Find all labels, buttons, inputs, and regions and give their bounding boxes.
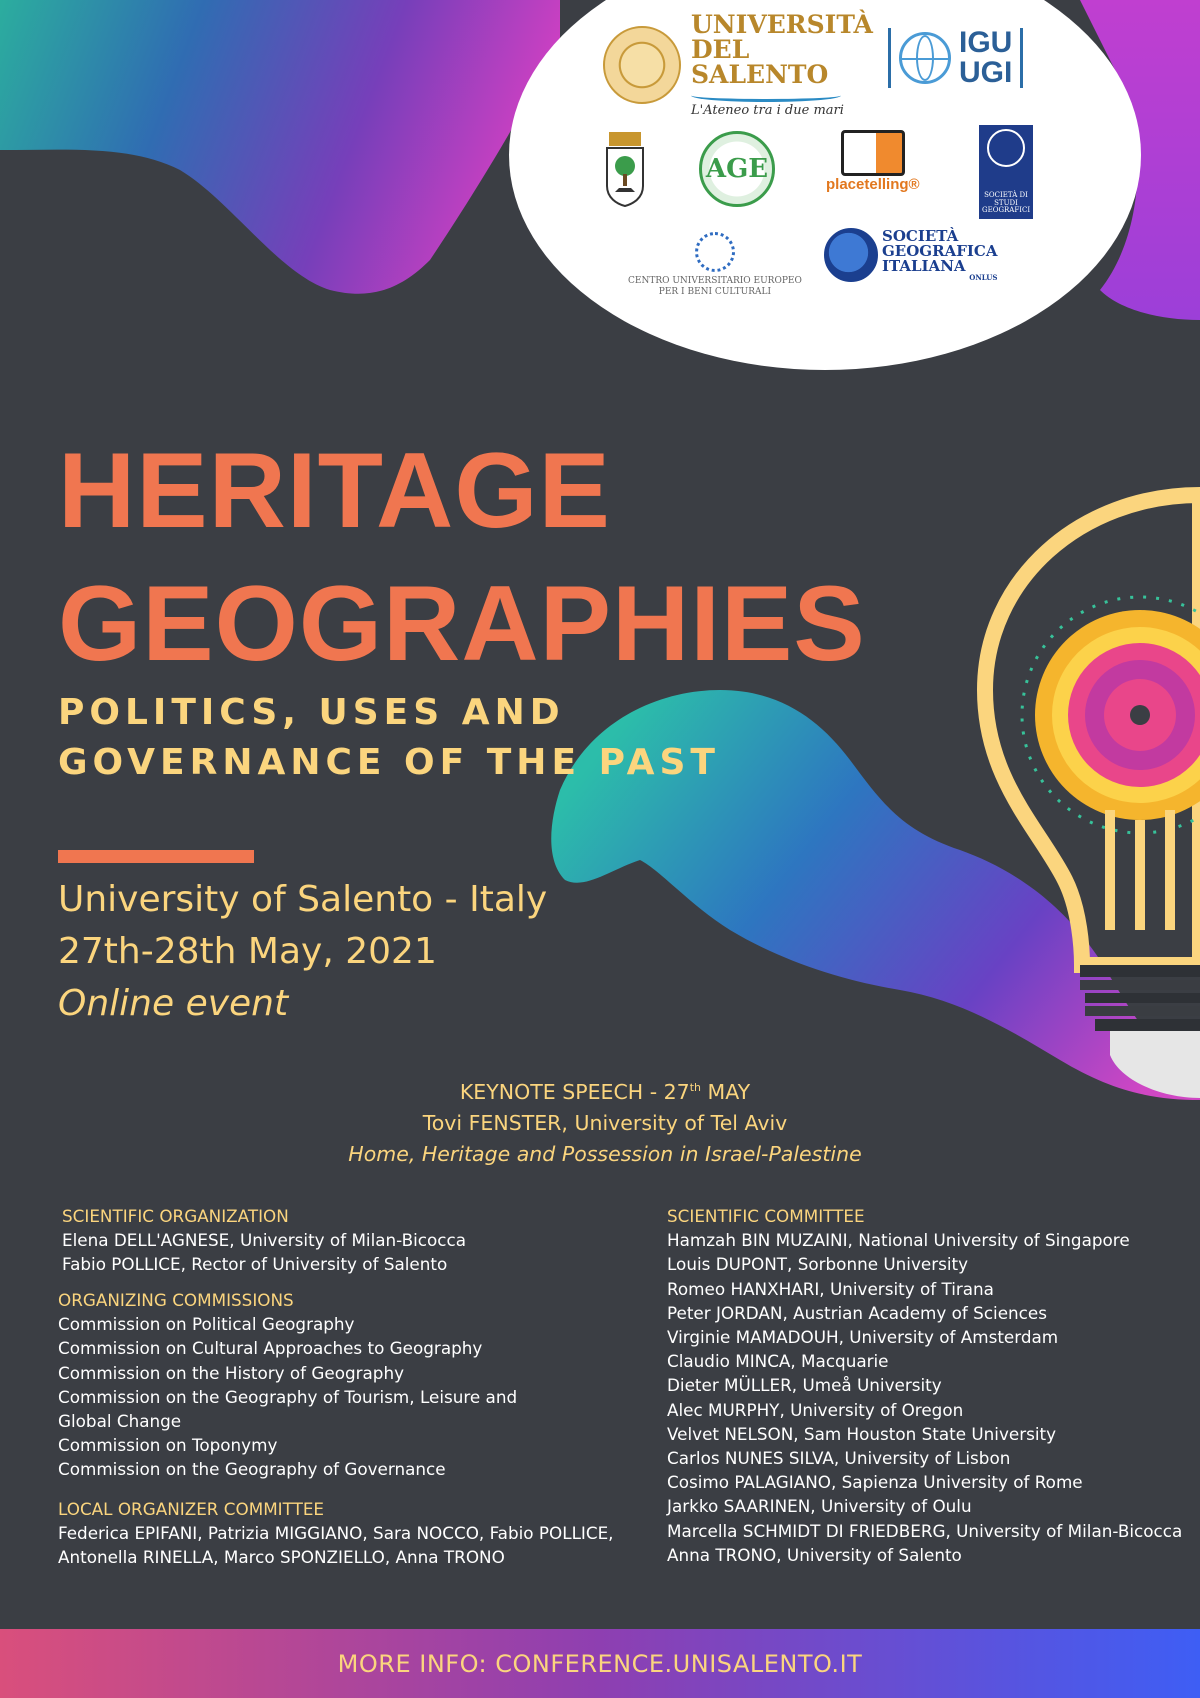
event-title bbox=[58, 424, 866, 690]
list-item: Federica EPIFANI, Patrizia MIGGIANO, Sara NOCCO, Fabio POLLICE, bbox=[58, 1523, 614, 1544]
cueb-line-1: CENTRO UNIVERSITARIO EUROPEO bbox=[628, 276, 802, 286]
list-item: Velvet NELSON, Sam Houston State University bbox=[667, 1423, 1057, 1444]
sgi-line-3: ITALIANA bbox=[882, 257, 966, 275]
sgi-line-2: GEOGRAFICA bbox=[882, 242, 998, 260]
ring-icon bbox=[987, 129, 1025, 167]
list-item: Louis DUPONT, Sorbonne University bbox=[667, 1254, 969, 1275]
keynote-heading bbox=[0, 1072, 1200, 1108]
sgi-onlus: ONLUS bbox=[969, 273, 998, 282]
list-item: Commission on the Geography of Governance bbox=[58, 1459, 446, 1480]
municipal-crest-logo bbox=[603, 130, 647, 208]
age-mark: AGE bbox=[699, 131, 775, 207]
list-item: Commission on the History of Geography bbox=[58, 1362, 405, 1383]
unisalento-name: UNIVERSITÀ DEL SALENTO bbox=[691, 10, 873, 89]
crest-icon bbox=[603, 130, 647, 208]
placetelling-logo bbox=[826, 130, 920, 193]
list-item: Anna TRONO, University of Salento bbox=[667, 1544, 962, 1565]
scientific-committee bbox=[667, 1204, 1182, 1567]
list-item: Virginie MAMADOUH, University of Amsterdam bbox=[667, 1327, 1059, 1348]
igu-text: IGU bbox=[959, 26, 1013, 59]
list-item: Hamzah BIN MUZAINI, National University of Singapore bbox=[667, 1230, 1130, 1251]
keynote-section bbox=[0, 1072, 1200, 1170]
ssg-logo bbox=[979, 125, 1033, 219]
footer-banner bbox=[0, 1629, 1200, 1698]
list-item: Jarkko SAARINEN, University of Oulu bbox=[667, 1496, 972, 1517]
section-heading: ORGANIZING COMMISSIONS bbox=[58, 1290, 294, 1310]
organizing-commissions bbox=[58, 1288, 517, 1482]
event-dates: 27th-28th May, 2021 bbox=[58, 931, 437, 972]
subtitle-line-2: GOVERNANCE OF THE PAST bbox=[58, 742, 720, 783]
scientific-organization bbox=[62, 1204, 466, 1277]
keynote-heading-text: KEYNOTE SPEECH - 27 bbox=[459, 1079, 690, 1104]
book-icon bbox=[841, 130, 905, 176]
globe-icon bbox=[824, 228, 878, 282]
unisalento-motto: L'Ateneo tra i due mari bbox=[691, 103, 844, 118]
cueb-logo bbox=[628, 232, 802, 298]
igu-logo bbox=[888, 28, 1023, 88]
sgi-line-1: SOCIETÀ bbox=[882, 227, 959, 245]
eu-stars-icon bbox=[695, 232, 735, 272]
cueb-line-2: PER I BENI CULTURALI bbox=[658, 286, 772, 297]
list-item: Marcella SCHMIDT DI FRIEDBERG, University of Milan-Bicocca bbox=[667, 1520, 1183, 1541]
list-item: Peter JORDAN, Austrian Academy of Sciences bbox=[667, 1302, 1047, 1323]
list-item: Dieter MÜLLER, Umeå University bbox=[667, 1375, 942, 1396]
subtitle-line-1: POLITICS, USES AND bbox=[58, 692, 565, 733]
local-organizer-committee bbox=[58, 1497, 614, 1570]
globe-icon bbox=[899, 32, 951, 84]
list-item: Cosimo PALAGIANO, Sapienza University of Rome bbox=[667, 1472, 1083, 1493]
unisalento-seal bbox=[603, 26, 681, 104]
keynote-talk-title: Home, Heritage and Possession in Israel-Palestine bbox=[348, 1141, 862, 1166]
more-info-link[interactable]: MORE INFO: CONFERENCE.UNISALENTO.IT bbox=[337, 1649, 863, 1678]
section-heading: SCIENTIFIC COMMITTEE bbox=[667, 1206, 865, 1226]
unisalento-logo bbox=[603, 10, 873, 118]
event-details bbox=[58, 874, 547, 1030]
section-heading: LOCAL ORGANIZER COMMITTEE bbox=[58, 1499, 325, 1519]
unisalento-wave bbox=[691, 89, 841, 102]
keynote-heading-month: MAY bbox=[701, 1079, 751, 1104]
list-item: Claudio MINCA, Macquarie bbox=[667, 1351, 889, 1372]
age-logo bbox=[699, 131, 775, 207]
list-item: Commission on the Geography of Tourism, Leisure and bbox=[58, 1386, 518, 1407]
keynote-heading-sup: th bbox=[689, 1081, 702, 1094]
list-item: Global Change bbox=[58, 1411, 182, 1432]
ssg-text: SOCIETÀ DI STUDI GEOGRAFICI bbox=[982, 190, 1031, 215]
list-item: Romeo HANXHARI, University of Tirana bbox=[667, 1278, 994, 1299]
event-venue: University of Salento - Italy bbox=[58, 879, 548, 920]
list-item: Commission on Cultural Approaches to Geography bbox=[58, 1338, 483, 1359]
section-heading: SCIENTIFIC ORGANIZATION bbox=[62, 1206, 289, 1226]
list-item: Alec MURPHY, University of Oregon bbox=[667, 1399, 964, 1420]
event-format: Online event bbox=[58, 983, 289, 1024]
list-item: Carlos NUNES SILVA, University of Lisbon bbox=[667, 1448, 1011, 1469]
ugi-text: UGI bbox=[959, 56, 1013, 89]
divider bbox=[58, 850, 254, 863]
list-item: Fabio POLLICE, Rector of University of Salento bbox=[62, 1254, 448, 1275]
title-line-1: HERITAGE bbox=[58, 430, 611, 550]
list-item: Elena DELL'AGNESE, University of Milan-Bicocca bbox=[62, 1230, 467, 1251]
list-item: Commission on Political Geography bbox=[58, 1314, 355, 1335]
title-line-2: GEOGRAPHIES bbox=[58, 563, 866, 683]
list-item: Antonella RINELLA, Marco SPONZIELLO, Anna TRONO bbox=[58, 1547, 505, 1568]
placetelling-text: placetelling® bbox=[826, 176, 920, 193]
sgi-logo bbox=[824, 228, 997, 282]
list-item: Commission on Toponymy bbox=[58, 1435, 278, 1456]
keynote-speaker: Tovi FENSTER, University of Tel Aviv bbox=[422, 1110, 788, 1135]
event-subtitle bbox=[58, 688, 720, 788]
